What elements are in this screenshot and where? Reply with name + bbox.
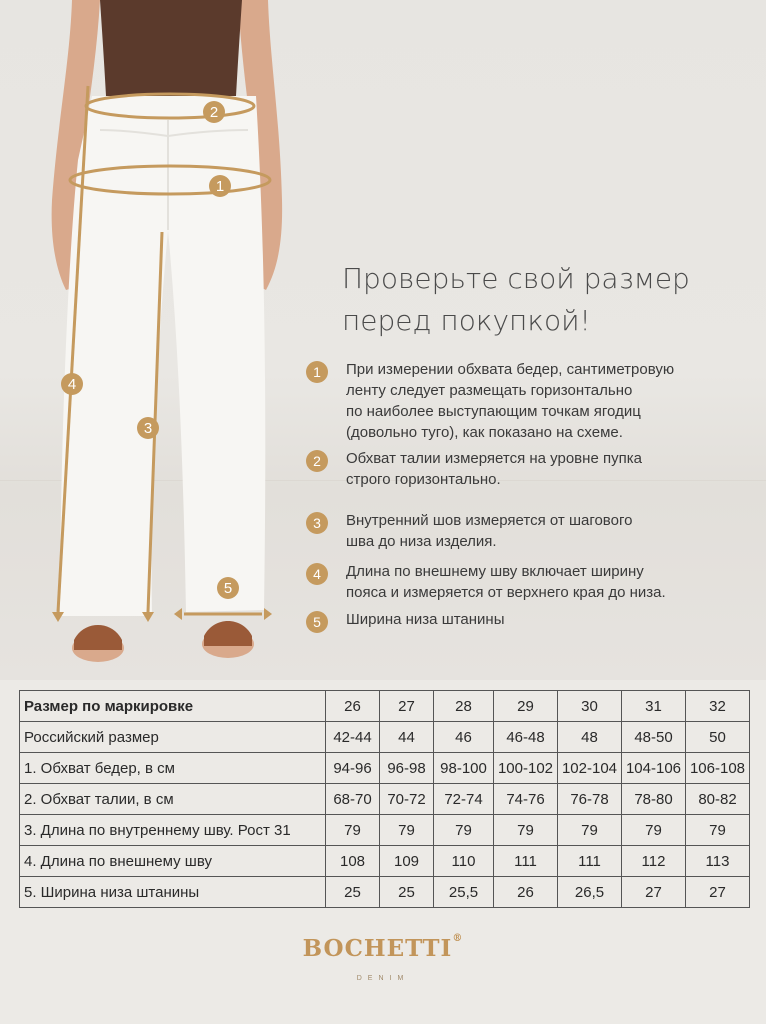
table-cell: 31 [622,691,686,722]
note-text [346,609,741,630]
table-row [20,846,750,877]
table-cell: Размер по маркировке [20,691,326,722]
title-line-2: перед покупкой! [342,304,591,337]
table-cell: 112 [622,846,686,877]
table-cell: 96-98 [380,753,434,784]
note-number: 5 [306,611,328,633]
table-cell: 48-50 [622,722,686,753]
note-line: Обхват талии измеряется на уровне пупка [346,450,642,467]
page-title [342,258,742,342]
table-cell: 98-100 [434,753,494,784]
table-cell: 79 [326,815,380,846]
table-cell: 100-102 [494,753,558,784]
table-cell: 3. Длина по внутреннему шву. Рост 31 [20,815,326,846]
table-cell: 28 [434,691,494,722]
table-row [20,815,750,846]
note-line: (довольно туго), как показано на схеме. [346,424,623,441]
table-cell: 46-48 [494,722,558,753]
table-cell: 26 [494,877,558,908]
table-cell: 113 [686,846,750,877]
table-cell: 25,5 [434,877,494,908]
marker-4: 4 [67,376,77,393]
table-cell: 25 [380,877,434,908]
table-cell: 68-70 [326,784,380,815]
note-number: 1 [306,361,328,383]
table-row [20,722,750,753]
note-line: ленту следует размещать горизонтально [346,382,633,399]
table-cell: 111 [494,846,558,877]
table-cell: 1. Обхват бедер, в см [20,753,326,784]
note-line: пояса и измеряется от верхнего края до низа. [346,584,666,601]
table-cell: 102-104 [558,753,622,784]
model-illustration [0,0,330,680]
table-cell: 32 [686,691,750,722]
size-table [19,690,750,908]
table-cell: 109 [380,846,434,877]
table-cell: 50 [686,722,750,753]
table-cell: 104-106 [622,753,686,784]
marker-5: 5 [223,580,233,597]
registered-mark: ® [452,933,464,944]
table-cell: 26 [326,691,380,722]
table-cell: 78-80 [622,784,686,815]
note-text [346,510,741,552]
note-line: При измерении обхвата бедер, сантиметровую [346,361,675,378]
table-cell: 29 [494,691,558,722]
marker-2: 2 [209,104,219,121]
table-cell: 74-76 [494,784,558,815]
table-cell: 76-78 [558,784,622,815]
note-line: Внутренний шов измеряется от шагового [346,512,633,529]
table-cell: 79 [494,815,558,846]
note-text [346,561,741,603]
brand-logo [0,935,766,962]
marker-3: 3 [143,420,153,437]
note-line: шва до низа изделия. [346,533,497,550]
note-text [346,448,741,490]
table-row [20,753,750,784]
table-row [20,784,750,815]
note-line: Длина по внешнему шву включает ширину [346,563,644,580]
table-cell: 72-74 [434,784,494,815]
table-cell: 79 [686,815,750,846]
table-cell: Российский размер [20,722,326,753]
note-text [346,359,741,443]
table-cell: 70-72 [380,784,434,815]
note-line: строго горизонтально. [346,471,501,488]
marker-1: 1 [215,178,225,195]
table-cell: 26,5 [558,877,622,908]
table-row [20,877,750,908]
brand-subtitle: DENIM [356,975,410,982]
note-number: 2 [306,450,328,472]
table-cell: 25 [326,877,380,908]
table-cell: 94-96 [326,753,380,784]
table-cell: 48 [558,722,622,753]
table-cell: 80-82 [686,784,750,815]
table-cell: 108 [326,846,380,877]
table-cell: 79 [558,815,622,846]
note-line: по наиболее выступающим точкам ягодиц [346,403,641,420]
table-cell: 79 [622,815,686,846]
table-cell: 2. Обхват талии, в см [20,784,326,815]
table-cell: 44 [380,722,434,753]
table-cell: 27 [686,877,750,908]
table-cell: 106-108 [686,753,750,784]
table-header-row [20,691,750,722]
table-cell: 27 [380,691,434,722]
table-cell: 110 [434,846,494,877]
table-cell: 42-44 [326,722,380,753]
title-line-1: Проверьте свой размер [342,262,690,295]
table-cell: 46 [434,722,494,753]
table-cell: 79 [380,815,434,846]
table-cell: 111 [558,846,622,877]
table-cell: 5. Ширина низа штанины [20,877,326,908]
note-line: Ширина низа штанины [346,611,505,628]
note-number: 4 [306,563,328,585]
table-cell: 4. Длина по внешнему шву [20,846,326,877]
note-number: 3 [306,512,328,534]
brand-name: BOCHETTI [302,935,453,962]
table-cell: 27 [622,877,686,908]
table-cell: 30 [558,691,622,722]
table-cell: 79 [434,815,494,846]
